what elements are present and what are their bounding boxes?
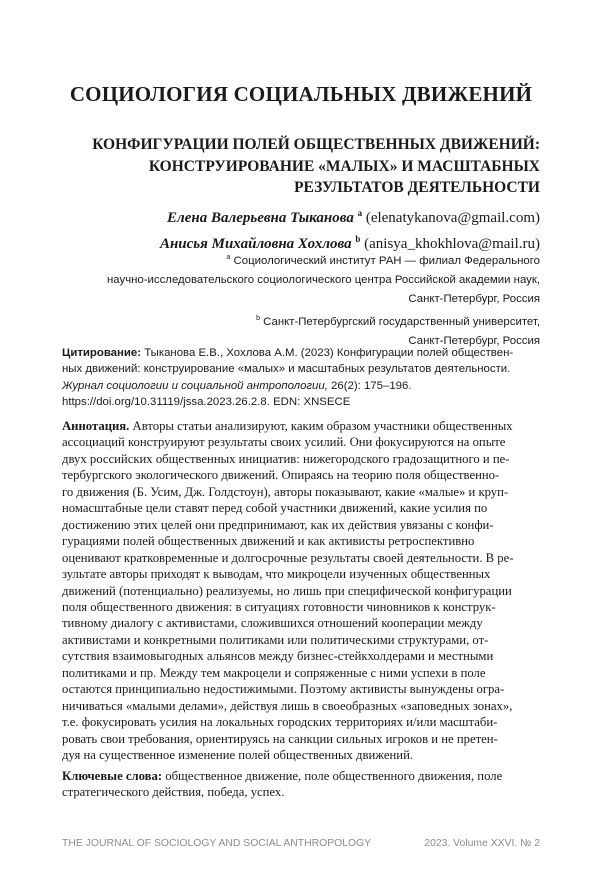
abstract-line: дуя на существенное изменение полей общественных движений. [62, 748, 414, 763]
author-name: Елена Валерьевна Тыканова [167, 210, 354, 226]
abstract-line: сутствия взаимовыгодных альянсов между бизнес-стейкхолдерами и местными [62, 649, 494, 664]
article-title-line: КОНСТРУИРОВАНИЕ «МАЛЫХ» И МАСШТАБНЫХ [148, 157, 540, 175]
article-title-line: РЕЗУЛЬТАТОВ ДЕЯТЕЛЬНОСТИ [294, 179, 540, 196]
affiliation-line: Санкт-Петербург, Россия [408, 292, 540, 305]
citation-block: Цитирование: Тыканова Е.В., Хохлова А.М. (2023) Конфигурации полей обществен- ных движений: конструирование «малых» и масштабных результатов деятельности. Журнал социологии и социальной антропологии, 26(2): 175–196. https://doi.org/10.31119/jssa.2023.26.2.8. EDN: XNSECE [62, 345, 540, 410]
keywords-label: Ключевые слова: [62, 769, 163, 783]
abstract-label: Аннотация. [62, 419, 130, 433]
abstract-line: двух российских общественных инициатив: нижегородского градозащитного и пе- [62, 451, 510, 466]
affiliation-marker: b [256, 314, 260, 322]
author-affiliation-marker: b [355, 234, 361, 244]
affiliation-marker: a [226, 254, 231, 261]
article-title [62, 134, 540, 199]
author-line [160, 203, 540, 229]
author-name: Анисья Михайловна Хохлова [159, 236, 352, 252]
citation-label: Цитирование: [62, 347, 142, 359]
abstract-line: ничиваться «малыми делами», действуя лишь в своеобразных «заповедных зонах», [62, 698, 513, 713]
abstract-line: движений (потенциально) реализуемы, но лишь при специфической конфигурации [62, 583, 512, 598]
abstract-line: тербургского экологического движений. Опираясь на теорию поля общественно- [62, 468, 500, 483]
abstract-line: го движения (Б. Усим, Дж. Голдстоун), авторы показывают, какие «малые» и круп- [62, 484, 509, 499]
footer-issue: 2023. Volume XXVI. № 2 [424, 838, 540, 849]
abstract-line: тивному диалогу с активистами, сложившихся отношений кооперации между [62, 616, 483, 631]
article-title-line: КОНФИГУРАЦИИ ПОЛЕЙ ОБЩЕСТВЕННЫХ ДВИЖЕНИЙ: [92, 136, 540, 153]
article-page [62, 0, 540, 878]
abstract-line: оценивают кратковременные и долгосрочные результаты своей деятельности. В ре- [62, 550, 514, 565]
affiliation-line: Санкт-Петербург, Россия [408, 334, 540, 347]
abstract-line: зультате авторы приходят к выводам, что микроцели изученных общественных [62, 567, 491, 582]
affiliation-line: научно-исследовательского социологического центра Российской академии наук, [107, 273, 540, 286]
abstract-line: ровать свои требования, ориентируясь на санкции сильных игроков и не претен- [62, 731, 498, 746]
abstract-line: поля общественного движения: в ситуациях готовности чиновников к конструк- [62, 599, 496, 614]
journal-name: Журнал социологии и социальной антропологии, [62, 379, 328, 392]
affiliations [107, 248, 540, 351]
abstract-line: номасштабные цели ставят перед собой участники движений, какие усилия по [62, 501, 488, 516]
keywords: Ключевые слова: общественное движение, поле общественного движения, поле стратегического действия, победа, успех. [62, 769, 503, 800]
author-email[interactable]: (anisya_khokhlova@mail.ru) [364, 236, 540, 252]
abstract-line: политиками и пр. Между тем макроцели и сопряженные с ними успехи в поле [62, 665, 486, 680]
abstract-line: ассоциаций конструируют результаты своих усилий. Они фокусируются на опыте [62, 435, 506, 450]
abstract-line: остаются принципиально недостижимыми. Поэтому активисты вынуждены огра- [62, 682, 505, 697]
abstract-line: т.е. фокусировать усилия на локальных городских территориях и/или масштаби- [62, 715, 498, 730]
footer-journal-name: THE JOURNAL OF SOCIOLOGY AND SOCIAL ANTHROPOLOGY [62, 838, 372, 849]
affiliation-line: $^a$ Социологический институт РАН — филиал Федерального [226, 254, 540, 267]
author-email[interactable]: (elenatykanova@gmail.com) [365, 210, 540, 226]
abstract-line: достижению этих целей они предпринимают, как их действия увязаны с конфи- [62, 517, 494, 532]
doi-link[interactable]: https://doi.org/10.31119/jssa.2023.26.2.8. EDN: XNSECE [62, 395, 351, 408]
author-affiliation-marker: a [357, 208, 363, 218]
abstract-line: гурациями полей общественных движений и как активисты ретроспективно [62, 534, 475, 549]
abstract: Аннотация. Авторы статьи анализируют, каким образом участники общественных ассоциаций конструируют результаты своих усилий. Они фокусируются на опыте двух российских общественных инициатив: нижегородского градозащитного и пе- тербургского экологического движений. Опираясь на теорию поля общественно- го движения (Б. Усим, Дж. Голдстоун), авторы показывают, какие «малые» и круп- номасштабные цели ставят перед собой участники движений, какие усилия по достижению этих целей они предпринимают, как их действия увязаны с конфи- гурациями полей общественных движений и как активисты ретроспективно оценивают кратковременные и долгосрочные результаты своей деятельности. В ре- зультате авторы приходят к выводам, что микроцели изученных общественных движений (потенциально) реализуемы, но лишь при специфической конфигурации поля общественного движения: в ситуациях готовности чиновников к конструк- тивному диалогу с активистами, сложившихся отношений кооперации между активистами и конкретными политиками или политическими структурами, от- сутствия взаимовыгодных альянсов между бизнес-стейкхолдерами и местными политиками и пр. Между тем макроцели и сопряженные с ними успехи в поле остаются принципиально недостижимыми. Поэтому активисты вынуждены огра- ничиваться «малыми делами», действуя лишь в своеобразных «заповедных зонах», т.е. фокусировать усилия на локальных городских территориях и/или масштаби- ровать свои требования, ориентируясь на санкции сильных игроков и не претен- дуя на существенное изменение полей общественных движений. [62, 418, 540, 764]
abstract-line: активистами и конкретными политиками или политическими структурами, от- [62, 632, 489, 647]
affiliation-line: $^b$ Санкт-Петербургский государственный университет, [256, 314, 540, 328]
section-title: СОЦИОЛОГИЯ СОЦИАЛЬНЫХ ДВИЖЕНИЙ [69, 82, 533, 106]
